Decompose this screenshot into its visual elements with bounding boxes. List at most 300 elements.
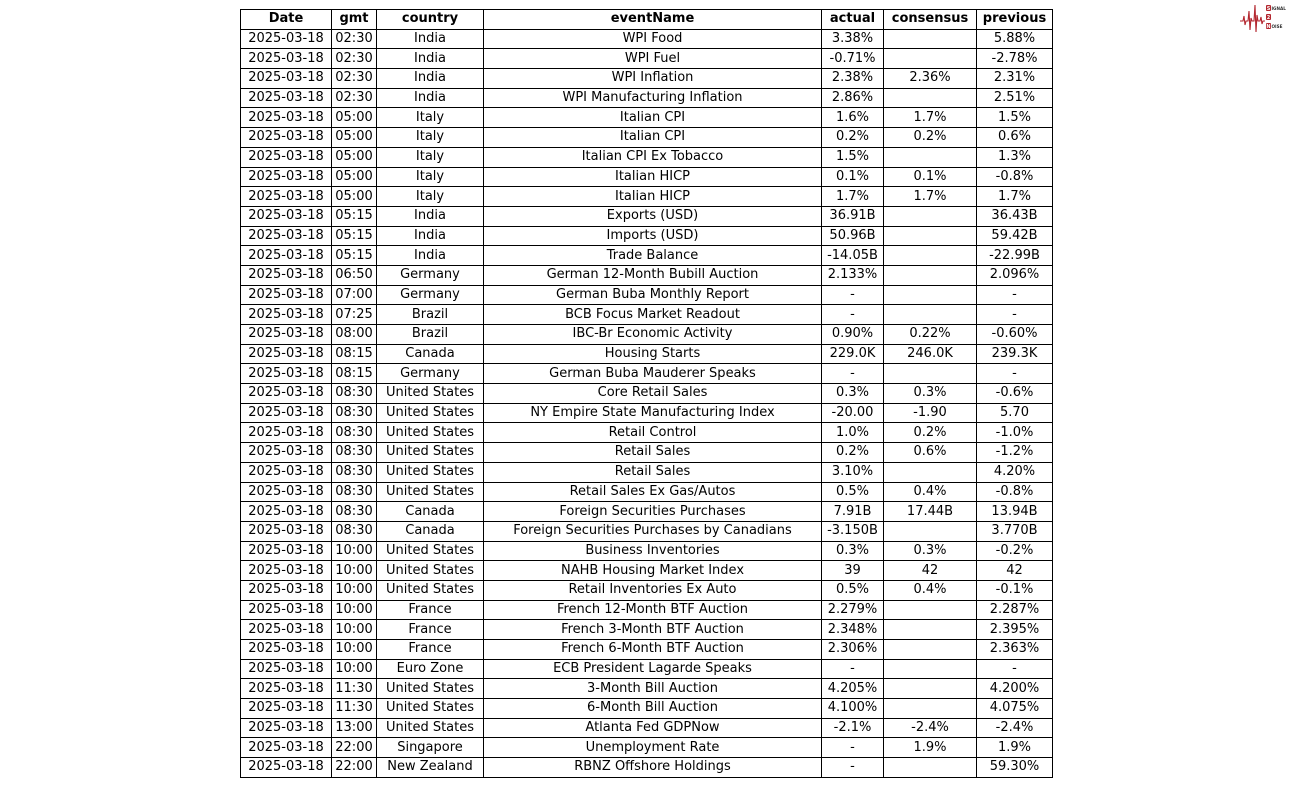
table-row xyxy=(241,521,1053,541)
cell-country: Italy xyxy=(377,167,484,187)
cell-gmt: 05:15 xyxy=(332,246,377,266)
cell-country: United States xyxy=(377,423,484,443)
cell-date: 2025-03-18 xyxy=(241,49,332,69)
cell-previous: -0.1% xyxy=(977,580,1053,600)
cell-gmt: 08:30 xyxy=(332,403,377,423)
cell-actual: 2.86% xyxy=(822,88,884,108)
cell-consensus: -2.4% xyxy=(884,718,977,738)
cell-date: 2025-03-18 xyxy=(241,640,332,660)
logo-word-3: OISE xyxy=(1271,24,1283,29)
cell-gmt: 13:00 xyxy=(332,718,377,738)
cell-actual: - xyxy=(822,285,884,305)
cell-date: 2025-03-18 xyxy=(241,226,332,246)
cell-event-name: Core Retail Sales xyxy=(484,384,822,404)
cell-country: India xyxy=(377,69,484,89)
cell-date: 2025-03-18 xyxy=(241,403,332,423)
cell-previous: 42 xyxy=(977,561,1053,581)
cell-consensus: 0.4% xyxy=(884,580,977,600)
cell-gmt: 08:30 xyxy=(332,521,377,541)
cell-country: United States xyxy=(377,561,484,581)
cell-actual: - xyxy=(822,305,884,325)
cell-gmt: 08:15 xyxy=(332,344,377,364)
column-header-date: Date xyxy=(241,10,332,30)
cell-actual: 0.90% xyxy=(822,325,884,345)
cell-previous: 1.5% xyxy=(977,108,1053,128)
cell-date: 2025-03-18 xyxy=(241,305,332,325)
table-row xyxy=(241,206,1053,226)
cell-actual: 50.96B xyxy=(822,226,884,246)
cell-previous: 59.42B xyxy=(977,226,1053,246)
table-row xyxy=(241,69,1053,89)
cell-actual: 0.1% xyxy=(822,167,884,187)
cell-consensus xyxy=(884,285,977,305)
cell-actual: -20.00 xyxy=(822,403,884,423)
cell-event-name: Italian CPI xyxy=(484,108,822,128)
column-header-consensus: consensus xyxy=(884,10,977,30)
cell-event-name: NAHB Housing Market Index xyxy=(484,561,822,581)
cell-consensus xyxy=(884,758,977,778)
cell-actual: -2.1% xyxy=(822,718,884,738)
cell-actual: 0.5% xyxy=(822,482,884,502)
cell-event-name: Retail Inventories Ex Auto xyxy=(484,580,822,600)
cell-event-name: German 12-Month Bubill Auction xyxy=(484,265,822,285)
cell-actual: 2.38% xyxy=(822,69,884,89)
table-body xyxy=(241,29,1053,777)
cell-previous: -0.8% xyxy=(977,167,1053,187)
cell-country: India xyxy=(377,88,484,108)
cell-previous: - xyxy=(977,364,1053,384)
cell-actual: 3.10% xyxy=(822,462,884,482)
cell-actual: -14.05B xyxy=(822,246,884,266)
cell-country: France xyxy=(377,640,484,660)
cell-country: United States xyxy=(377,699,484,719)
cell-date: 2025-03-18 xyxy=(241,580,332,600)
table-row xyxy=(241,305,1053,325)
cell-previous: 2.395% xyxy=(977,620,1053,640)
cell-actual: 2.133% xyxy=(822,265,884,285)
column-header-country: country xyxy=(377,10,484,30)
cell-consensus xyxy=(884,305,977,325)
cell-gmt: 08:30 xyxy=(332,462,377,482)
cell-consensus xyxy=(884,29,977,49)
cell-event-name: BCB Focus Market Readout xyxy=(484,305,822,325)
cell-previous: 5.70 xyxy=(977,403,1053,423)
table-row xyxy=(241,344,1053,364)
table-row xyxy=(241,187,1053,207)
cell-actual: 36.91B xyxy=(822,206,884,226)
cell-previous: 239.3K xyxy=(977,344,1053,364)
table-row xyxy=(241,265,1053,285)
logo-letter-2: 2 xyxy=(1266,15,1271,21)
cell-previous: 1.7% xyxy=(977,187,1053,207)
cell-consensus: 0.22% xyxy=(884,325,977,345)
cell-consensus xyxy=(884,364,977,384)
cell-gmt: 07:25 xyxy=(332,305,377,325)
logo-word-1: IGNAL xyxy=(1271,6,1286,11)
cell-date: 2025-03-18 xyxy=(241,679,332,699)
cell-gmt: 05:15 xyxy=(332,206,377,226)
cell-date: 2025-03-18 xyxy=(241,147,332,167)
cell-date: 2025-03-18 xyxy=(241,167,332,187)
table-row xyxy=(241,462,1053,482)
cell-date: 2025-03-18 xyxy=(241,246,332,266)
cell-event-name: French 6-Month BTF Auction xyxy=(484,640,822,660)
table-row xyxy=(241,147,1053,167)
table-row xyxy=(241,423,1053,443)
cell-date: 2025-03-18 xyxy=(241,600,332,620)
cell-consensus: 1.9% xyxy=(884,738,977,758)
cell-gmt: 10:00 xyxy=(332,600,377,620)
cell-previous: 2.096% xyxy=(977,265,1053,285)
cell-previous: -0.60% xyxy=(977,325,1053,345)
table-row xyxy=(241,600,1053,620)
cell-date: 2025-03-18 xyxy=(241,738,332,758)
cell-event-name: NY Empire State Manufacturing Index xyxy=(484,403,822,423)
cell-actual: - xyxy=(822,758,884,778)
cell-previous: -0.6% xyxy=(977,384,1053,404)
cell-previous: 1.9% xyxy=(977,738,1053,758)
cell-event-name: Retail Sales xyxy=(484,443,822,463)
cell-gmt: 08:15 xyxy=(332,364,377,384)
table-row xyxy=(241,384,1053,404)
table-row xyxy=(241,718,1053,738)
column-header-gmt: gmt xyxy=(332,10,377,30)
cell-event-name: 3-Month Bill Auction xyxy=(484,679,822,699)
cell-date: 2025-03-18 xyxy=(241,758,332,778)
cell-gmt: 10:00 xyxy=(332,640,377,660)
table-row xyxy=(241,738,1053,758)
cell-consensus: 17.44B xyxy=(884,502,977,522)
cell-event-name: Italian HICP xyxy=(484,167,822,187)
table-row xyxy=(241,325,1053,345)
cell-event-name: German Buba Mauderer Speaks xyxy=(484,364,822,384)
cell-actual: - xyxy=(822,364,884,384)
cell-gmt: 06:50 xyxy=(332,265,377,285)
table-row xyxy=(241,29,1053,49)
cell-consensus: 1.7% xyxy=(884,187,977,207)
table-row xyxy=(241,167,1053,187)
cell-consensus xyxy=(884,640,977,660)
column-header-actual: actual xyxy=(822,10,884,30)
table-row xyxy=(241,758,1053,778)
table-row xyxy=(241,482,1053,502)
cell-date: 2025-03-18 xyxy=(241,482,332,502)
cell-country: Germany xyxy=(377,364,484,384)
cell-gmt: 10:00 xyxy=(332,620,377,640)
table-row xyxy=(241,128,1053,148)
cell-country: Italy xyxy=(377,108,484,128)
table-row xyxy=(241,364,1053,384)
cell-date: 2025-03-18 xyxy=(241,718,332,738)
cell-event-name: Atlanta Fed GDPNow xyxy=(484,718,822,738)
cell-country: United States xyxy=(377,443,484,463)
cell-event-name: WPI Food xyxy=(484,29,822,49)
cell-consensus: 2.36% xyxy=(884,69,977,89)
cell-country: Canada xyxy=(377,344,484,364)
cell-previous: 1.3% xyxy=(977,147,1053,167)
table-row xyxy=(241,679,1053,699)
cell-actual: -0.71% xyxy=(822,49,884,69)
cell-previous: 4.075% xyxy=(977,699,1053,719)
cell-gmt: 08:30 xyxy=(332,502,377,522)
economic-calendar-table xyxy=(240,9,1053,778)
cell-date: 2025-03-18 xyxy=(241,285,332,305)
cell-country: New Zealand xyxy=(377,758,484,778)
cell-country: Brazil xyxy=(377,305,484,325)
cell-previous: 2.51% xyxy=(977,88,1053,108)
table-row xyxy=(241,443,1053,463)
cell-country: United States xyxy=(377,718,484,738)
cell-country: Canada xyxy=(377,502,484,522)
table-row xyxy=(241,246,1053,266)
cell-actual: 7.91B xyxy=(822,502,884,522)
cell-gmt: 05:00 xyxy=(332,147,377,167)
cell-consensus: 0.2% xyxy=(884,128,977,148)
cell-country: Germany xyxy=(377,265,484,285)
cell-gmt: 05:00 xyxy=(332,167,377,187)
cell-consensus xyxy=(884,246,977,266)
cell-event-name: ECB President Lagarde Speaks xyxy=(484,659,822,679)
cell-country: India xyxy=(377,246,484,266)
cell-gmt: 22:00 xyxy=(332,738,377,758)
cell-country: Italy xyxy=(377,147,484,167)
cell-gmt: 08:30 xyxy=(332,482,377,502)
cell-gmt: 05:00 xyxy=(332,108,377,128)
cell-actual: 2.348% xyxy=(822,620,884,640)
column-header-event-name: eventName xyxy=(484,10,822,30)
table-row xyxy=(241,580,1053,600)
cell-gmt: 08:30 xyxy=(332,384,377,404)
cell-gmt: 05:15 xyxy=(332,226,377,246)
cell-actual: - xyxy=(822,659,884,679)
cell-gmt: 11:30 xyxy=(332,679,377,699)
cell-consensus xyxy=(884,226,977,246)
table-row xyxy=(241,502,1053,522)
cell-consensus: 0.3% xyxy=(884,384,977,404)
cell-consensus xyxy=(884,659,977,679)
cell-gmt: 10:00 xyxy=(332,659,377,679)
cell-consensus: 246.0K xyxy=(884,344,977,364)
cell-event-name: French 3-Month BTF Auction xyxy=(484,620,822,640)
cell-event-name: Foreign Securities Purchases xyxy=(484,502,822,522)
cell-country: Canada xyxy=(377,521,484,541)
cell-consensus xyxy=(884,49,977,69)
cell-gmt: 08:30 xyxy=(332,423,377,443)
cell-actual: 1.6% xyxy=(822,108,884,128)
cell-consensus xyxy=(884,265,977,285)
table-row xyxy=(241,285,1053,305)
cell-event-name: Exports (USD) xyxy=(484,206,822,226)
cell-date: 2025-03-18 xyxy=(241,443,332,463)
cell-previous: 36.43B xyxy=(977,206,1053,226)
cell-consensus xyxy=(884,206,977,226)
cell-date: 2025-03-18 xyxy=(241,69,332,89)
cell-consensus: 0.6% xyxy=(884,443,977,463)
cell-previous: 5.88% xyxy=(977,29,1053,49)
cell-date: 2025-03-18 xyxy=(241,344,332,364)
signal2noise-logo xyxy=(1238,3,1288,33)
cell-actual: 3.38% xyxy=(822,29,884,49)
cell-country: United States xyxy=(377,462,484,482)
cell-event-name: RBNZ Offshore Holdings xyxy=(484,758,822,778)
table-row xyxy=(241,659,1053,679)
table-row xyxy=(241,541,1053,561)
cell-country: Euro Zone xyxy=(377,659,484,679)
cell-country: Singapore xyxy=(377,738,484,758)
cell-previous: -2.4% xyxy=(977,718,1053,738)
cell-consensus xyxy=(884,620,977,640)
table-row xyxy=(241,88,1053,108)
cell-previous: 13.94B xyxy=(977,502,1053,522)
cell-previous: 2.287% xyxy=(977,600,1053,620)
cell-previous: -0.8% xyxy=(977,482,1053,502)
cell-consensus: 0.4% xyxy=(884,482,977,502)
cell-consensus xyxy=(884,679,977,699)
cell-actual: -3.150B xyxy=(822,521,884,541)
cell-actual: 0.3% xyxy=(822,384,884,404)
cell-date: 2025-03-18 xyxy=(241,502,332,522)
cell-country: Italy xyxy=(377,128,484,148)
cell-actual: 1.5% xyxy=(822,147,884,167)
cell-country: France xyxy=(377,600,484,620)
cell-event-name: Business Inventories xyxy=(484,541,822,561)
cell-country: India xyxy=(377,49,484,69)
cell-country: United States xyxy=(377,384,484,404)
cell-gmt: 22:00 xyxy=(332,758,377,778)
cell-date: 2025-03-18 xyxy=(241,108,332,128)
cell-previous: -22.99B xyxy=(977,246,1053,266)
cell-previous: - xyxy=(977,285,1053,305)
cell-event-name: IBC-Br Economic Activity xyxy=(484,325,822,345)
table-row xyxy=(241,108,1053,128)
cell-event-name: German Buba Monthly Report xyxy=(484,285,822,305)
cell-consensus xyxy=(884,521,977,541)
table-row xyxy=(241,49,1053,69)
cell-gmt: 02:30 xyxy=(332,69,377,89)
cell-date: 2025-03-18 xyxy=(241,541,332,561)
cell-consensus: -1.90 xyxy=(884,403,977,423)
cell-date: 2025-03-18 xyxy=(241,325,332,345)
cell-event-name: Retail Control xyxy=(484,423,822,443)
cell-previous: 59.30% xyxy=(977,758,1053,778)
cell-event-name: Trade Balance xyxy=(484,246,822,266)
cell-consensus xyxy=(884,600,977,620)
cell-event-name: Unemployment Rate xyxy=(484,738,822,758)
cell-date: 2025-03-18 xyxy=(241,29,332,49)
cell-country: India xyxy=(377,206,484,226)
table-row xyxy=(241,403,1053,423)
cell-consensus xyxy=(884,462,977,482)
cell-consensus xyxy=(884,147,977,167)
cell-event-name: Italian CPI Ex Tobacco xyxy=(484,147,822,167)
cell-gmt: 11:30 xyxy=(332,699,377,719)
cell-event-name: French 12-Month BTF Auction xyxy=(484,600,822,620)
cell-date: 2025-03-18 xyxy=(241,206,332,226)
cell-actual: 0.5% xyxy=(822,580,884,600)
cell-actual: 0.2% xyxy=(822,128,884,148)
cell-actual: 0.3% xyxy=(822,541,884,561)
cell-previous: 2.363% xyxy=(977,640,1053,660)
cell-event-name: Imports (USD) xyxy=(484,226,822,246)
cell-date: 2025-03-18 xyxy=(241,699,332,719)
cell-previous: - xyxy=(977,659,1053,679)
cell-event-name: Italian HICP xyxy=(484,187,822,207)
cell-country: India xyxy=(377,226,484,246)
cell-actual: 1.0% xyxy=(822,423,884,443)
logo-letter-1: S xyxy=(1266,6,1271,12)
cell-date: 2025-03-18 xyxy=(241,620,332,640)
cell-country: United States xyxy=(377,541,484,561)
cell-event-name: WPI Inflation xyxy=(484,69,822,89)
cell-country: India xyxy=(377,29,484,49)
cell-date: 2025-03-18 xyxy=(241,187,332,207)
cell-gmt: 02:30 xyxy=(332,88,377,108)
cell-previous: -1.2% xyxy=(977,443,1053,463)
cell-actual: 0.2% xyxy=(822,443,884,463)
cell-actual: 39 xyxy=(822,561,884,581)
logo-letter-3: N xyxy=(1266,24,1271,30)
cell-previous: 2.31% xyxy=(977,69,1053,89)
cell-country: France xyxy=(377,620,484,640)
cell-actual: 229.0K xyxy=(822,344,884,364)
table-row xyxy=(241,561,1053,581)
header-row xyxy=(241,10,1053,30)
cell-date: 2025-03-18 xyxy=(241,462,332,482)
cell-event-name: WPI Fuel xyxy=(484,49,822,69)
cell-previous: -1.0% xyxy=(977,423,1053,443)
table-row xyxy=(241,640,1053,660)
cell-gmt: 10:00 xyxy=(332,541,377,561)
cell-gmt: 10:00 xyxy=(332,561,377,581)
cell-country: United States xyxy=(377,482,484,502)
cell-country: United States xyxy=(377,580,484,600)
column-header-previous: previous xyxy=(977,10,1053,30)
cell-consensus: 0.3% xyxy=(884,541,977,561)
cell-previous: 4.200% xyxy=(977,679,1053,699)
cell-date: 2025-03-18 xyxy=(241,364,332,384)
cell-event-name: Foreign Securities Purchases by Canadians xyxy=(484,521,822,541)
cell-actual: 2.306% xyxy=(822,640,884,660)
cell-country: Brazil xyxy=(377,325,484,345)
cell-event-name: WPI Manufacturing Inflation xyxy=(484,88,822,108)
cell-date: 2025-03-18 xyxy=(241,88,332,108)
cell-event-name: Retail Sales xyxy=(484,462,822,482)
cell-date: 2025-03-18 xyxy=(241,128,332,148)
cell-country: Italy xyxy=(377,187,484,207)
cell-gmt: 02:30 xyxy=(332,49,377,69)
cell-previous: 0.6% xyxy=(977,128,1053,148)
cell-country: United States xyxy=(377,679,484,699)
cell-gmt: 07:00 xyxy=(332,285,377,305)
cell-gmt: 08:30 xyxy=(332,443,377,463)
cell-previous: - xyxy=(977,305,1053,325)
table-row xyxy=(241,620,1053,640)
cell-date: 2025-03-18 xyxy=(241,265,332,285)
cell-consensus: 0.1% xyxy=(884,167,977,187)
cell-previous: 4.20% xyxy=(977,462,1053,482)
cell-actual: - xyxy=(822,738,884,758)
cell-event-name: Italian CPI xyxy=(484,128,822,148)
cell-consensus xyxy=(884,88,977,108)
cell-event-name: 6-Month Bill Auction xyxy=(484,699,822,719)
cell-actual: 2.279% xyxy=(822,600,884,620)
cell-gmt: 10:00 xyxy=(332,580,377,600)
cell-actual: 1.7% xyxy=(822,187,884,207)
cell-gmt: 05:00 xyxy=(332,187,377,207)
cell-previous: -0.2% xyxy=(977,541,1053,561)
cell-event-name: Housing Starts xyxy=(484,344,822,364)
cell-gmt: 02:30 xyxy=(332,29,377,49)
